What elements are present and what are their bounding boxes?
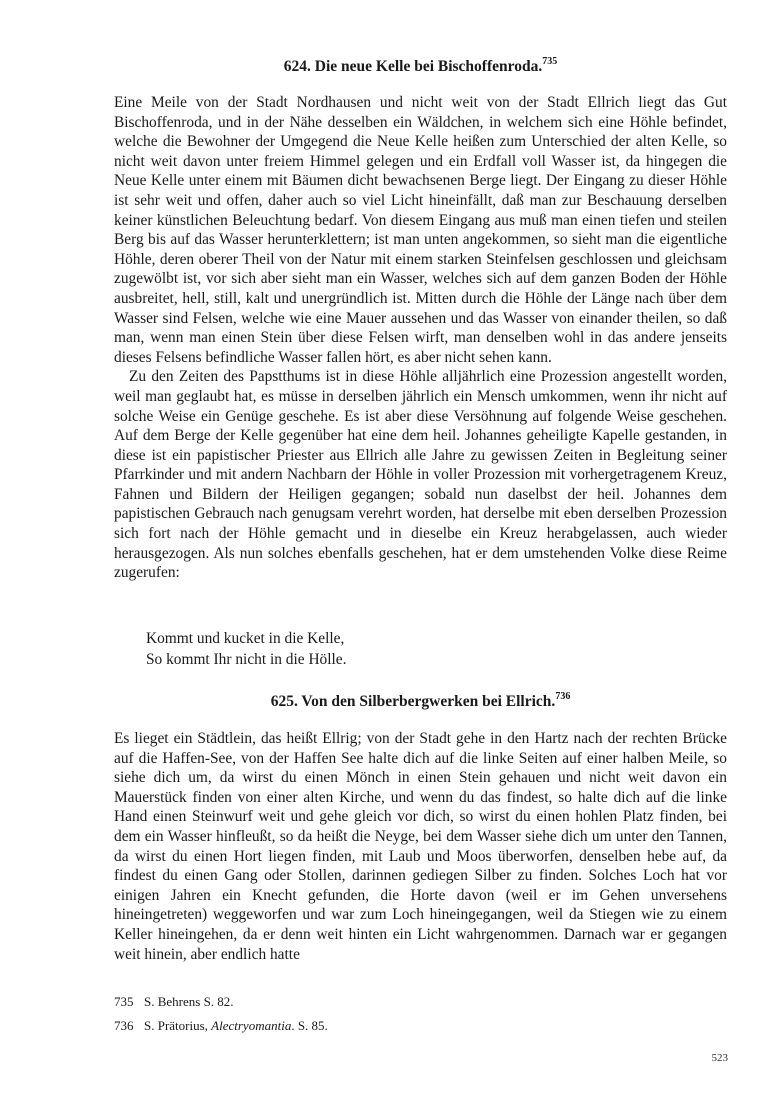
footnote-735 bbox=[114, 990, 727, 1014]
footnote-marker-735: 735 bbox=[542, 56, 558, 67]
paragraph: Zu den Zeiten des Papstthums ist in diese Höhle alljährlich eine Prozession angestellt worden, weil man geglaubt hat, es müsse in derselben jährlich ein Mensch umkommen, wenn ihr nicht auf solche Weise ein Genüge geschehe. Es ist aber diese Versöhnung auf folgende Weise geschehen. Auf dem Berge der Kelle gegenüber hat eine dem heil. Johannes geheiligte Kapelle gestanden, in diese ist ein papistischer Priester aus Ellrich alle Jahre zu gewissen Zeiten in Begleitung seiner Pfarrkinder und mit andern Nachbarn der Höhle in voller Prozession mit vorhergetragenem Kreuz, Fahnen und Bildern der Heiligen gegangen; sobald nun daselbst der heil. Johannes dem papistischen Gebrauch nach genugsam verehrt worden, hat derselbe mit eben derselben Prozession sich fort nach der Höhle gemacht und in dieselbe ein Kreuz herabgelassen, auch wieder herausgezogen. Als nun solches ebenfalls geschehen, hat er dem umstehenden Volke diese Reime zugerufen: bbox=[114, 368, 727, 582]
verse-line: So kommt Ihr nicht in die Hölle. bbox=[146, 651, 347, 668]
footnote-number: 736 bbox=[114, 1018, 134, 1033]
section-body-625 bbox=[114, 729, 727, 964]
section-heading-624: 624. Die neue Kelle bei Bischoffenroda.$^{735}$ bbox=[283, 56, 558, 75]
footnote-title: Alectryomantia bbox=[211, 1018, 292, 1033]
footnote-text: S. Behrens S. 82. bbox=[144, 994, 234, 1009]
paragraph: Eine Meile von der Stadt Nordhausen und nicht weit von der Stadt Ellrich liegt das Gut Bischoffenroda, und in der Nähe desselben ein Wäldchen, in welchem sich eine Höhle befindet, welche die Bewohner der Umgegend die Neue Kelle heißen zum Unterschied der alten Kelle, so nicht weit davon unter freiem Himmel gelegen und ein Erdfall voll Wasser ist, da hingegen die Neue Kelle unter einem mit Bäumen dicht bewachsenen Berge liegt. Der Eingang zu dieser Höhle ist sehr weit und offen, daher auch so viel Licht hineinfällt, daß man zur Beschauung derselben keiner künstlichen Beleuchtung bedarf. Von diesem Eingang aus muß man einen tiefen und steilen Berg bis auf das Wasser herunterklettern; ist man unten angekommen, so sieht man die eigentliche Höhle, deren oberer Theil von der Natur mit einem starken Steinfelsen geschlossen und gleichsam zugewölbt ist, vor sich aber sieht man ein Wasser, welches sich auf dem ganzen Boden der Höhle ausbreitet, hell, still, kalt und unergründlich ist. Mitten durch die Höhle der Länge nach über dem Wasser sind Felsen, welche wie eine Mauer aussehen und das Wasser von einander theilen, so daß man, wenn man einen Stein über diese Felsen wirft, man denselben wohl in das andere jenseits dieses Felsens befindliche Wasser fallen hört, es aber nicht sehen kann. bbox=[114, 94, 727, 366]
paragraph: Es lieget ein Städtlein, das heißt Ellrig; von der Stadt gehe in den Hartz nach der rechten Brücke auf die Haffen-See, von der Haffen See halte dich auf die linke Seiten auf einer halben Meile, so siehe dich um, da wirst du einen Mönch in einen Stein gehauen und nicht weit davon ein Mauerstück finden von einer alten Kirche, und wenn du das findest, so halte dich auf die linke Hand einen Steinwurf weit und gehe gleich vor dich, so wirst du einen hohlen Platz finden, bei dem ein Wasser hinfleußt, so da heißt die Neyge, bei dem Wasser siehe dich um unter den Tannen, da wirst du einen Hort liegen finden, mit Laub und Moos überworfen, denselben hebe auf, da findest du einen Gang oder Stollen, darinnen gediegen Silber zu finden. Solches Loch hat vor einigen Jahren ein Knecht gefunden, die Horte davon (weil er im Gehen unversehens hineingetreten) weggeworfen und war zum Loch hineingegangen, weil da Stiegen wie zu einem Keller hineingehen, da er denn weit hinten ein Licht wahrgenommen. Darnach war er gegangen weit hinein, aber endlich hatte bbox=[114, 730, 727, 963]
footnote-marker-736: 736 bbox=[555, 691, 571, 702]
section-body-624 bbox=[114, 93, 727, 583]
footnote-number: 735 bbox=[114, 994, 134, 1009]
page-number: 523 bbox=[711, 1052, 728, 1064]
section-heading-625: 625. Von den Silberbergwerken bei Ellrich.$^{736}$ bbox=[270, 691, 571, 710]
verse-block bbox=[146, 628, 346, 670]
footnote-736 bbox=[114, 1014, 727, 1038]
footnote-text: S. Prätorius, Alectryomantia. S. 85. bbox=[144, 1018, 328, 1033]
footnotes bbox=[114, 990, 727, 1038]
verse-line: Kommt und kucket in die Kelle, bbox=[146, 630, 345, 647]
